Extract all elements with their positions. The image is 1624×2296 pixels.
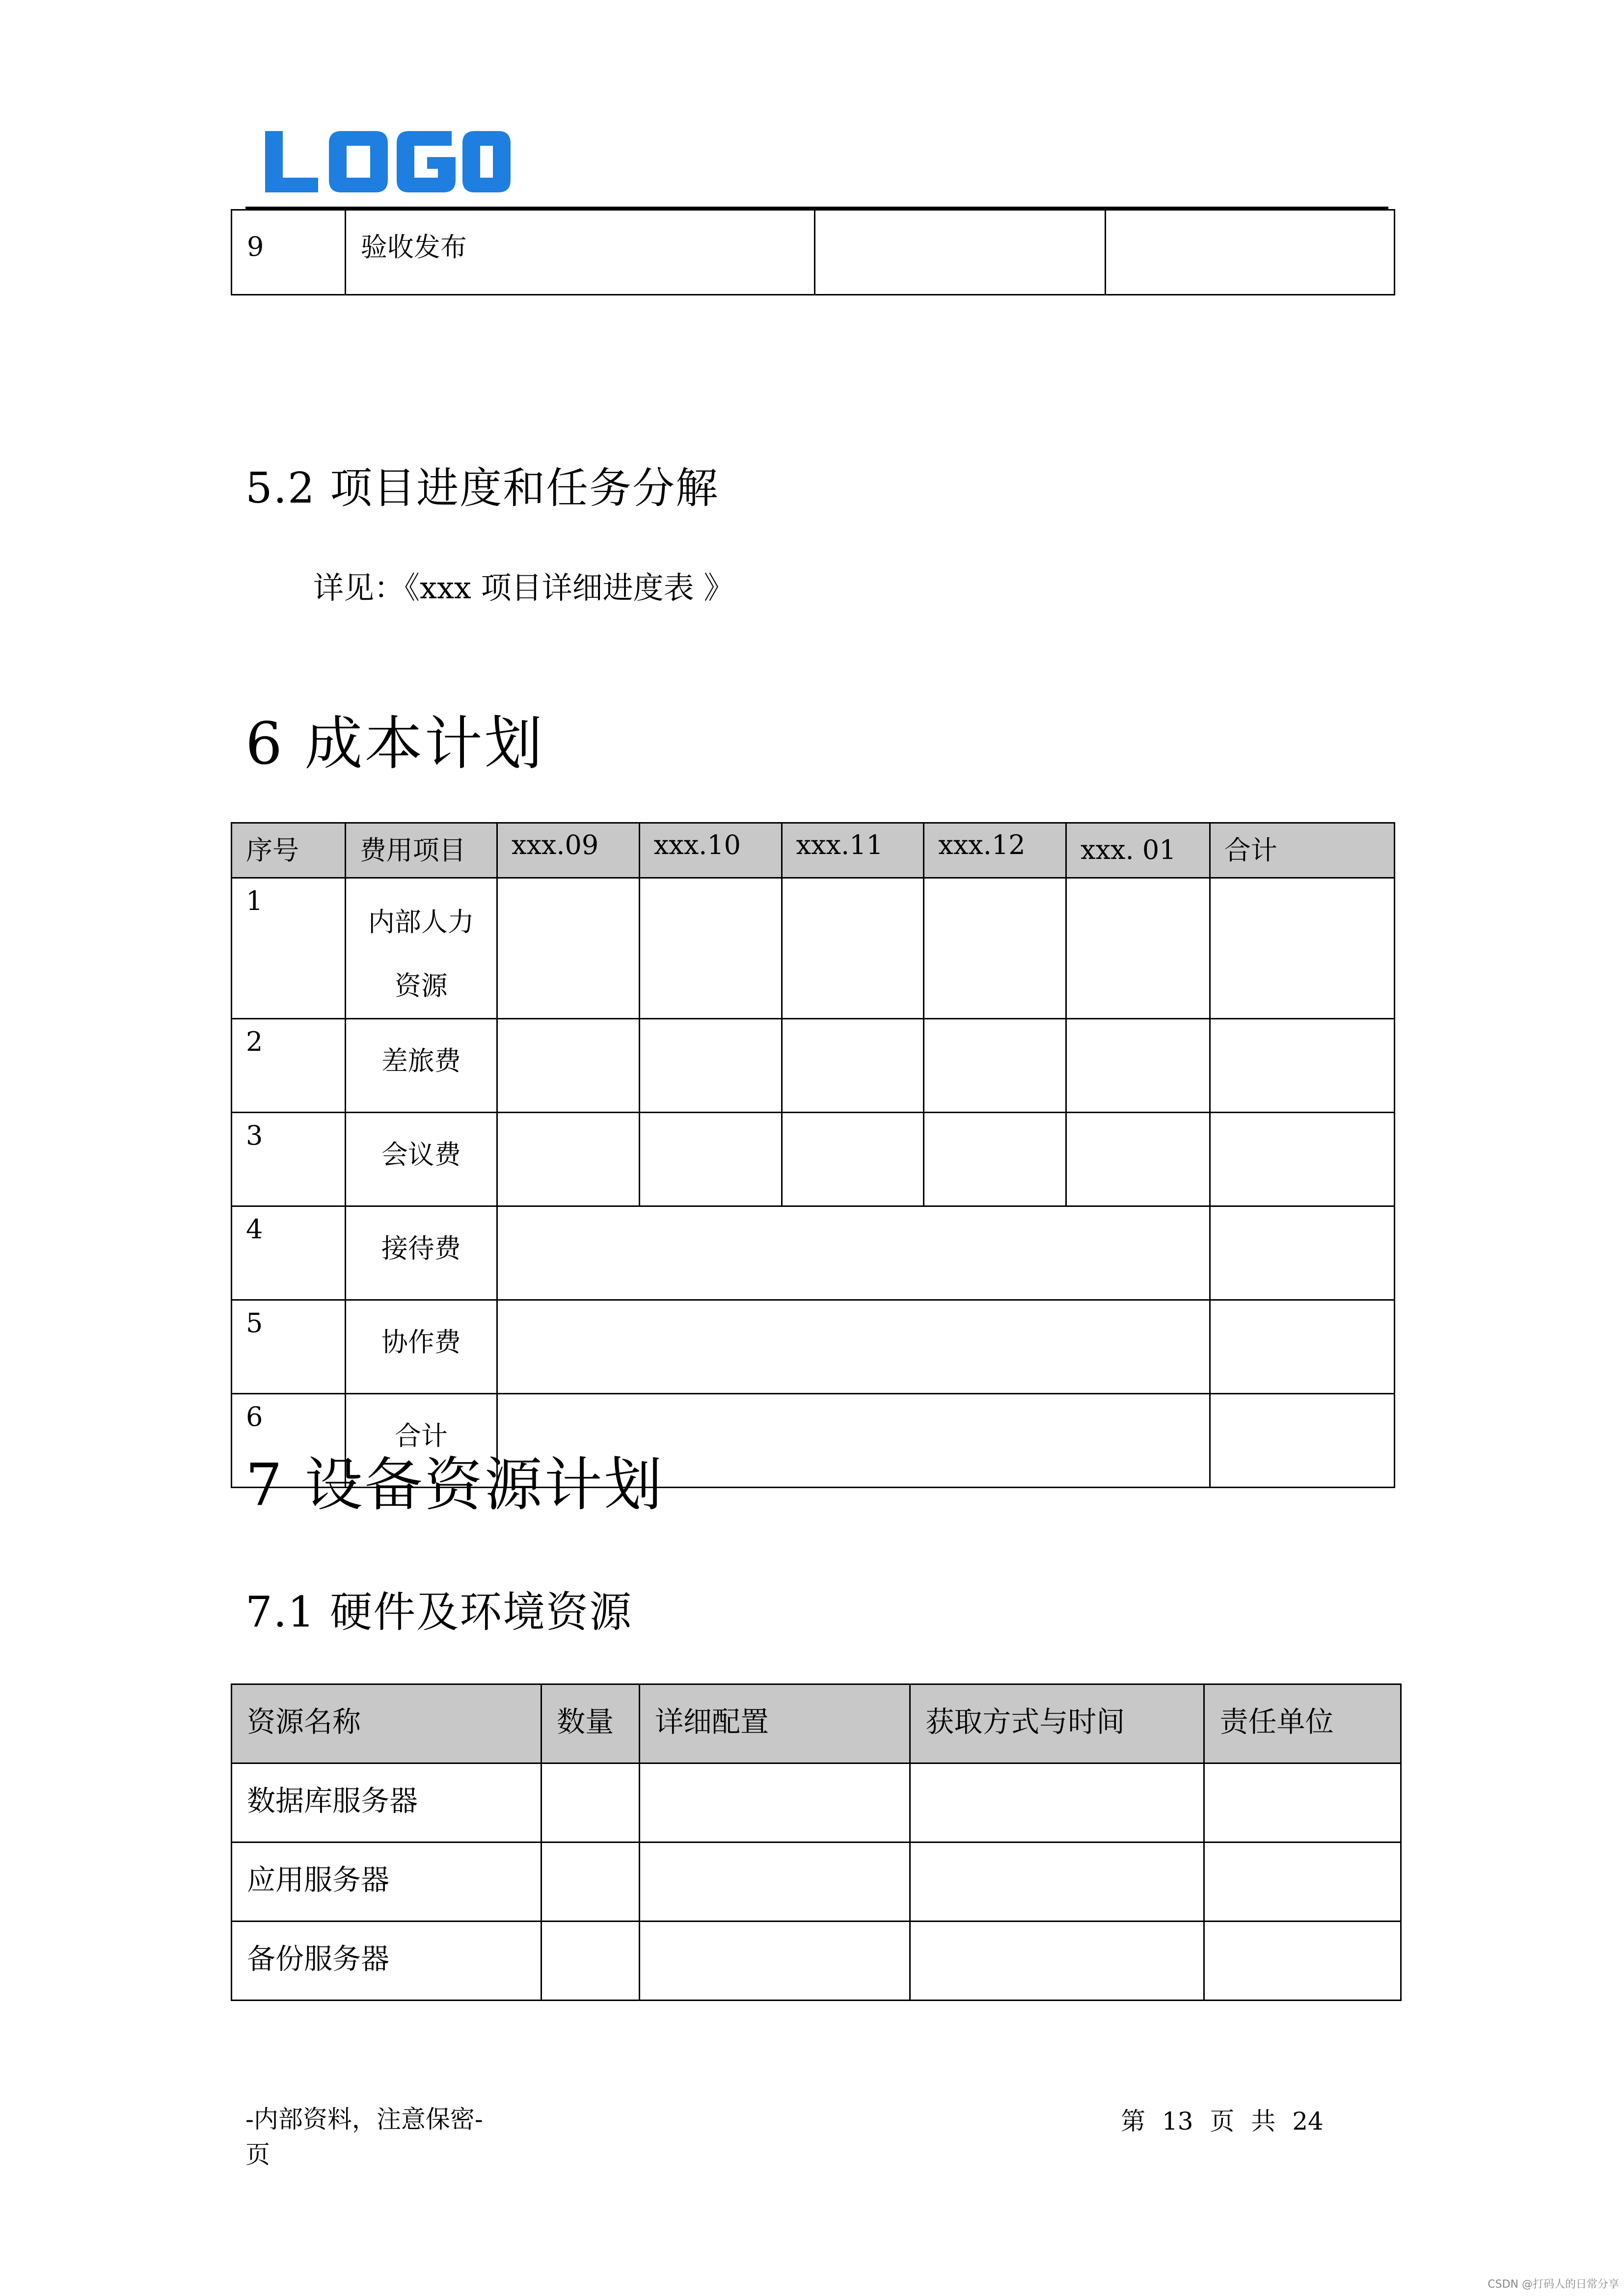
empty-cell xyxy=(1105,210,1394,295)
cost-item: 差旅费 xyxy=(345,1019,497,1113)
table-row xyxy=(232,1922,1401,2001)
logo xyxy=(265,129,511,195)
section-7-heading: 7 设备资源计划 xyxy=(245,1451,664,1519)
table-header-row xyxy=(232,1684,1401,1763)
empty-cell xyxy=(541,1922,640,2001)
cost-item: 接待费 xyxy=(345,1206,497,1300)
section-7-1-heading: 7.1 硬件及环境资源 xyxy=(245,1588,633,1637)
header-cell: xxx.10 xyxy=(639,823,782,878)
empty-cell xyxy=(639,1922,910,2001)
empty-cell xyxy=(1066,878,1210,1019)
empty-cell xyxy=(1066,1019,1210,1113)
empty-cell xyxy=(497,878,640,1019)
header-cell: 合计 xyxy=(1210,823,1394,878)
empty-cell xyxy=(497,1113,640,1206)
empty-cell xyxy=(782,1113,924,1206)
empty-cell xyxy=(924,878,1066,1019)
header-cell: 详细配置 xyxy=(639,1684,910,1763)
row-number: 2 xyxy=(232,1019,346,1113)
table-row xyxy=(232,1113,1395,1206)
header-cell: xxx.09 xyxy=(497,823,640,878)
cost-item: 协作费 xyxy=(345,1300,497,1394)
header-cell: xxx. 01 xyxy=(1066,823,1210,878)
cost-item-line1: 内部人力 xyxy=(368,907,474,937)
table-row xyxy=(232,1019,1395,1113)
hardware-resource-table xyxy=(231,1683,1402,2001)
schedule-reference: 详见：《xxx 项目详细进度表 》 xyxy=(313,570,734,606)
header-cell: xxx.12 xyxy=(924,823,1066,878)
footer-confidential-line1: -内部资料，注意保密- xyxy=(245,2105,483,2134)
empty-cell xyxy=(1066,1113,1210,1206)
cost-item: 会议费 xyxy=(345,1113,497,1206)
row-number: 3 xyxy=(232,1113,346,1206)
row-number: 1 xyxy=(232,878,346,1019)
empty-cell xyxy=(1210,1019,1394,1113)
task-name: 验收发布 xyxy=(345,210,814,295)
empty-cell xyxy=(1210,1113,1394,1206)
header-cell: 获取方式与时间 xyxy=(910,1684,1204,1763)
empty-cell xyxy=(1204,1842,1401,1922)
empty-cell xyxy=(924,1019,1066,1113)
empty-cell xyxy=(910,1763,1204,1842)
table-row xyxy=(232,878,1395,1019)
table-row xyxy=(232,1206,1395,1300)
empty-cell xyxy=(639,1019,782,1113)
row-number: 5 xyxy=(232,1300,346,1394)
resource-name: 数据库服务器 xyxy=(232,1763,541,1842)
empty-cell xyxy=(814,210,1105,295)
table-row xyxy=(232,1842,1401,1922)
watermark: CSDN @打码人的日常分享 xyxy=(1488,2278,1619,2291)
footer-confidential-line2: 页 xyxy=(245,2140,270,2169)
cost-item-line2: 资源 xyxy=(394,970,448,1001)
table-row xyxy=(232,1300,1395,1394)
empty-cell xyxy=(1204,1922,1401,2001)
table-header-row xyxy=(232,823,1395,878)
empty-cell xyxy=(639,1763,910,1842)
cost-plan-table xyxy=(231,822,1395,1488)
empty-cell xyxy=(1204,1763,1401,1842)
section-5-2-heading: 5.2 项目进度和任务分解 xyxy=(245,464,719,513)
empty-cell xyxy=(782,1019,924,1113)
header-cell: xxx.11 xyxy=(782,823,924,878)
empty-cell xyxy=(497,1019,640,1113)
merged-cell xyxy=(497,1300,1210,1394)
header-cell: 序号 xyxy=(232,823,346,878)
empty-cell xyxy=(1210,1394,1394,1488)
milestone-table-continued xyxy=(231,209,1395,295)
header-cell: 责任单位 xyxy=(1204,1684,1401,1763)
header-cell: 资源名称 xyxy=(232,1684,541,1763)
row-number: 6 xyxy=(232,1394,346,1488)
empty-cell xyxy=(639,1842,910,1922)
section-6-heading: 6 成本计划 xyxy=(245,710,544,777)
page-number: 第 13 页 共 24 xyxy=(1121,2107,1324,2136)
cost-item: 合计 xyxy=(345,1394,497,1488)
row-number: 4 xyxy=(232,1206,346,1300)
resource-name: 备份服务器 xyxy=(232,1922,541,2001)
merged-cell xyxy=(497,1206,1210,1300)
empty-cell xyxy=(639,1113,782,1206)
table-row xyxy=(232,1763,1401,1842)
empty-cell xyxy=(1210,1300,1394,1394)
empty-cell xyxy=(541,1842,640,1922)
header-cell: 数量 xyxy=(541,1684,640,1763)
footer-confidential xyxy=(245,2102,483,2172)
resource-name: 应用服务器 xyxy=(232,1842,541,1922)
empty-cell xyxy=(541,1763,640,1842)
cost-item xyxy=(345,878,497,1019)
empty-cell xyxy=(1210,1206,1394,1300)
header-cell: 费用项目 xyxy=(345,823,497,878)
row-number: 9 xyxy=(232,210,346,295)
table-row xyxy=(232,210,1395,295)
empty-cell xyxy=(1210,878,1394,1019)
empty-cell xyxy=(924,1113,1066,1206)
empty-cell xyxy=(910,1922,1204,2001)
empty-cell xyxy=(910,1842,1204,1922)
empty-cell xyxy=(782,878,924,1019)
empty-cell xyxy=(639,878,782,1019)
